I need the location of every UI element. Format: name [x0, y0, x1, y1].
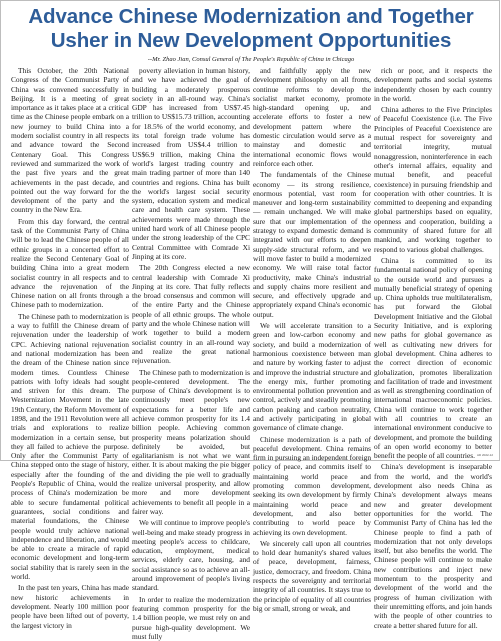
article-column-3 — [253, 66, 372, 613]
article-paragraph: China is committed to its fundamental national policy of opening to the outside world and pursues a mutually beneficial strategy of opening up. China upholds true multilateralism, has put forward the Global Development Initiative and the Global Security Initiative, and is exploring new paths for global governance as well as cultivating new drivers for global development. China adheres to the correct direction of economic globalization, promotes liberalization and facilitation of trade and investment as well as strengthening coordination of international macroeconomic policies. China will continue to work together with all countries to create an international environment conducive to development, and promote the building of an open world economy to better benefit the people of all countries. — [374, 255, 493, 461]
article-paragraph: In the past ten years, China has made new historic achievements in development. Nearly 100 million poor people have been lifted out of poverty, the largest victory in — [11, 583, 129, 630]
article-column-1 — [11, 66, 130, 630]
article-paragraph: This October, the 20th National Congress of the Communist Party of China was convened successfully in Beijing. It is a meeting of great importance as it takes place at a critical time as the Chinese people embark on a new journey to build China into a modern socialist country in all respects and advance toward the Second Centenary Goal. This Congress reviewed and summarized the work of the past five years and the great achievements in the past decade, and pointed out the way forward for the development of the party and the country in the New Era. — [11, 66, 129, 215]
footer-mark: AD 2022-12 — [476, 453, 493, 457]
article-title-line2: Usher in New Development Opportunities — [50, 29, 452, 52]
article-paragraph: From this day forward, the central task of the Communist Party of China will be to lead the Chinese people of all ethnic groups in a concerted effort to realize the Second Centenary Goal of building China into a great modern socialist country in all respects and to advance the rejuvenation of the Chinese nation on all fronts through a Chinese path to modernization. — [11, 216, 129, 310]
article-paragraph: China's development is inseparable from the world, and the world's development also needs China as China's development always means new and greater development opportunities for the world. The Communist Party of China has led the Chinese people to find a path of modernization that not only develops itself, but also benefits the world. The Chinese people will continue to make new contributions and inject new momentum to the prosperity and development of the world and the progress of human civilization with their unremitting efforts, and join hands with the people of other countries to create a better shared future for all. — [374, 462, 492, 630]
article-paragraph: We will continue to improve people's well-being and make steady progress in meeting people's access to childcare, education, employment, medical services, elderly care, housing, and social assistance so as to achieve an all-around improvement of people's living standard. — [132, 518, 250, 593]
article-paragraph: China adheres to the Five Principles of Peaceful Coexistence (i.e. The Five Principles of Peaceful Coexistence are mutual respect for sovereignty and territorial integrity, mutual nonaggression, noninterference in each other's internal affairs, equality and mutual benefit, and peaceful coexistence) in pursuing friendship and cooperation with other countries. It is committed to deepening and expanding global partnerships based on equality, openness and cooperation, building a community of shared future for all mankind, and working together to respond to various global challenges. — [374, 105, 492, 254]
article-title — [1, 5, 501, 53]
article-paragraph: We will accelerate transition to a green and low-carbon economy and society, and build a modernization of harmonious coexistence between man and nature by working faster to adjust and improve the industrial structure and the energy mix, further promoting environmental pollution prevention and control, actively and steadily promoting carbon peaking and carbon neutrality, and actively participating in global governance of climate change. — [253, 321, 372, 433]
article-title-line1: Advance Chinese Modernization and Together — [28, 5, 474, 28]
article-byline: --Mr. Zhao Jian, Consul General of The People's Republic of China in Chicago — [147, 56, 355, 63]
article-paragraph: rich or poor, and it respects the development paths and social systems independently chosen by each country in the world. — [374, 66, 492, 103]
article-paragraph: Chinese modernization is a path of peaceful development. China remains firm in pursuing an independent foreign policy of peace, and commits itself to maintaining world peace and promoting common development, seeking its own development by firmly maintaining world peace and development, and also better contributing to world peace by achieving its own development. — [253, 434, 372, 537]
article-paragraph: and faithfully apply the new development philosophy on all fronts, continue reforms to develop the socialist market economy, promote high-standard opening up, and accelerate efforts to foster a new development pattern where the domestic circulation would serve as a mainstay and domestic and international economic flows would reinforce each other. — [253, 66, 371, 168]
article-paragraph: The Chinese path to modernization is a way to fulfill the Chinese dream of rejuvenation under the leadership of CPC. Achieving national rejuvenation and national modernization has been the dream of the Chinese nation since modern times. Countless Chinese patriots with lofty ideals had sought and striven for this dream. The Westernization Movement in the late 19th Century, the Reform Movement of 1898, and the 1911 Revolution were all trials and explorations to realize modernization in a certain sense, but they all failed to achieve the purpose. Only after the Communist Party of China stepped onto the stage of history, especially after the founding of the People's Republic of China, would the process of China's modernization be able to secure fundamental political guarantees, social conditions and material foundations, the Chinese people would truly achieve national independence and liberation, and would be able to create a miracle of rapid economic development and long-term social stability that is rarely seen in the world. — [11, 311, 130, 582]
article-paragraph: poverty alleviation in human history, and we have achieved the goal of building a moderately prosperous society in an all-round way. China's GDP has increased from US$7.45 trillion to US$15.73 trillion, accounting for 18.5% of the world economy, and its total foreign trade volume has increased from US$4.4 trillion to US$6.9 trillion, making China the world's largest trading country and main trading partner of more than 140 countries and regions. China has built the world's largest social security system, education system and medical care and health care system. These achievements were made through the united hard work of all Chinese people under the strong leadership of the CPC Central Committee with Comrade Xi Jinping at its core. — [132, 66, 250, 261]
article-paragraph: In order to realize the modernization featuring common prosperity for the 1.4 billion people, we must rely on and pursue high-quality development. We must fully — [132, 594, 250, 641]
article-paragraph: The fundamentals of the Chinese economy — its strong resilience, enormous potential, vast room for maneuver and long-term sustainability — remain unchanged. We will make sure that our implementation of the strategy to expand domestic demand is integrated with our efforts to deepen supply-side structural reform, and we will move faster to build a modernized economy. We will raise total factor productivity, make China's industrial and supply chains more resilient and secure, and effectively upgrade and appropriately expand China's economic output. — [253, 170, 371, 319]
article-paragraph: The 20th Congress elected a new central leadership with Comrade Xi Jinping at its core. That fully reflects the broad consensus and common will of the entire Party and the Chinese people of all ethnic groups. The whole party and the whole Chinese nation will work together to build a modern socialist country in an all-round way and realize the great national rejuvenation. — [132, 263, 250, 366]
article-column-2 — [132, 66, 250, 641]
article-paragraph: We sincerely call upon all countries to hold dear humanity's shared values of peace, development, fairness, justice, democracy, and freedom. China respects the sovereignty and territorial integrity of all countries. It stays true to the principle of equality of all countries big or small, strong or weak, and — [253, 538, 371, 613]
article-paragraph: The Chinese path to modernization is people-centered development. The purpose of China's development is to continuously meet people's new expectations for a better life and achieve common prosperity for its 1.4 billion people. Achieving common prosperity means polarization should definitely be avoided, but egalitarianism is not what we want either. It is about making the pie bigger and dividing the pie well to gradually realize universal prosperity, and allow more and more development achievements to benefit all people in a fairer way. — [132, 367, 250, 516]
